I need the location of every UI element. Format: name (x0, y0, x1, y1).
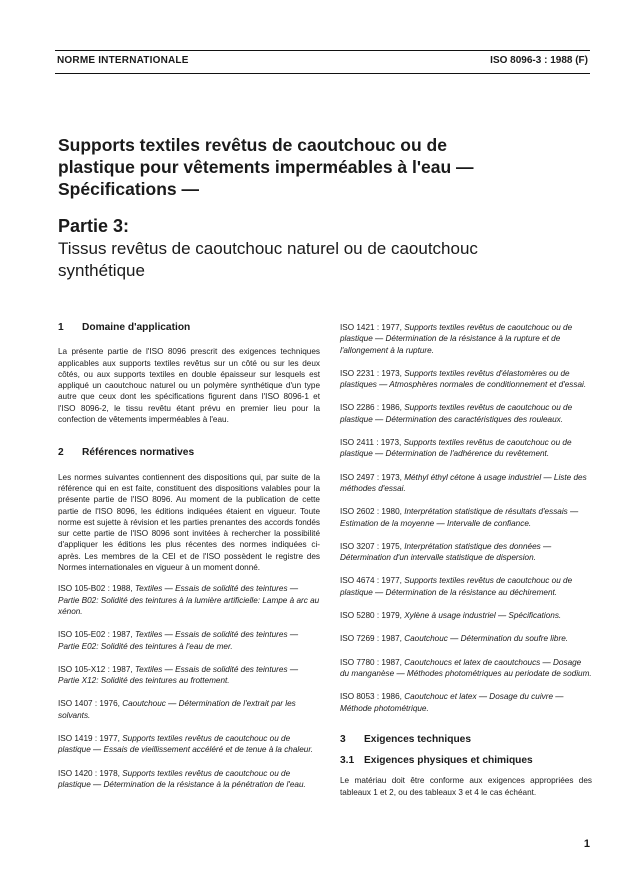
reference-standard: ISO 2411 : 1973, (340, 438, 402, 448)
running-header (55, 50, 590, 74)
title-line: Spécifications — (58, 179, 200, 199)
reference-standard: ISO 2602 : 1980, (340, 507, 402, 517)
title-line: Supports textiles revêtus de caoutchouc ou de (58, 135, 447, 155)
subtitle-line: synthétique (58, 261, 145, 280)
title-line: plastique pour vêtements imperméables à l'eau — (58, 157, 474, 177)
reference-item (340, 402, 592, 425)
reference-standard: ISO 5280 : 1979, (340, 611, 402, 621)
reference-item (340, 541, 592, 564)
section-1-text: La présente partie de l'ISO 8096 prescrit des exigences techniques applicables aux supports textiles revêtus sur un côté ou sur les deux côtés, ou aux supports textiles en double épaisseur sur lesquels est appliqué un caoutchouc naturel ou un polymère synthétique d'un type autre que ceux dont les spécifications figurent dans l'ISO 8096-1 et l'ISO 8096-2, le tissu revêtu étant prévu en premier lieu pour la confection de vêtements imperméables à l'eau. (58, 347, 320, 425)
section-3-heading (340, 734, 592, 745)
reference-item (340, 575, 592, 598)
reference-item (340, 437, 592, 460)
reference-standard: ISO 1407 : 1976, (58, 699, 120, 709)
section-3-1-text: Le matériau doit être conforme aux exigences appropriées des tableaux 1 et 2, ou des tableaux 3 et 4 le cas échéant. (340, 776, 592, 797)
reference-title: Supports textiles revêtus de caoutchouc ou de plastique — Détermination de l'adhérence du revêtement. (340, 438, 572, 459)
subtitle-line: Tissus revêtus de caoutchouc naturel ou de caoutchouc (58, 239, 478, 258)
reference-title: Méthyl éthyl cétone à usage industriel — Liste des méthodes d'essai. (340, 472, 587, 493)
reference-standard: ISO 2231 : 1973, (340, 368, 402, 378)
reference-title: Caoutchouc et latex — Dosage du cuivre — Méthode photométrique. (340, 692, 564, 713)
section-2-heading (58, 447, 320, 458)
reference-item (340, 506, 592, 529)
reference-standard: ISO 105-B02 : 1988, (58, 584, 133, 594)
part-label: Partie 3: (58, 216, 130, 236)
reference-title: Supports textiles revêtus de caoutchouc ou de plastique — Détermination des caractéristiques des rouleaux. (340, 403, 573, 424)
normative-references-left (58, 583, 320, 790)
reference-item (340, 368, 592, 391)
reference-title: Supports textiles revêtus de caoutchouc ou de plastique — Détermination de la résistance à la rupture et de l'allongement à la rupture. (340, 323, 573, 355)
reference-standard: ISO 4674 : 1977, (340, 576, 402, 586)
header-standard-number: ISO 8096-3 : 1988 (F) (490, 55, 588, 66)
reference-title: Supports textiles revêtus de caoutchouc ou de plastique — Détermination de la résistance à la pénétration de l'eau. (58, 768, 306, 789)
reference-standard: ISO 2286 : 1986, (340, 403, 402, 413)
normative-references-right (340, 322, 592, 714)
reference-item (340, 691, 592, 714)
part-subtitle (58, 238, 578, 282)
reference-standard: ISO 1420 : 1978, (58, 768, 120, 778)
reference-title: Caoutchouc — Détermination du soufre libre. (404, 634, 569, 644)
section-number: 1 (58, 322, 64, 333)
section-3-1-heading (340, 755, 592, 766)
reference-item (58, 698, 320, 721)
reference-item (340, 610, 592, 621)
page-number: 1 (583, 838, 590, 850)
section-title: Exigences physiques et chimiques (364, 755, 533, 767)
section-number: 3.1 (340, 755, 355, 767)
reference-standard: ISO 8053 : 1986, (340, 692, 402, 702)
reference-title: Textiles — Essais de solidité des teintures — Partie X12: Solidité des teintures au frottement. (58, 664, 299, 686)
reference-standard: ISO 1419 : 1977, (58, 734, 120, 744)
reference-item (58, 768, 320, 791)
reference-title: Caoutchouc — Détermination de l'extrait par les solvants. (58, 699, 296, 720)
reference-standard: ISO 7269 : 1987, (340, 634, 402, 644)
section-title: Domaine d'application (82, 322, 191, 333)
section-2-text: Les normes suivantes contiennent des dispositions qui, par suite de la référence qui en est faite, constituent des dispositions valables pour la présente partie de l'ISO 8096. Au moment de la publication de cette partie de l'ISO 8096, les éditions indiquées étaient en vigueur. Toute norme est sujette à révision et les parties prenantes des accords fondés sur cette partie de l'ISO 8096 sont invitées à rechercher la possibilité d'appliquer les éditions les plus récentes des normes indiquées ci-après. Les membres de la CEI et de l'ISO possèdent le registre des Normes internationales en vigueur à un moment donné. (58, 472, 320, 573)
reference-title: Textiles — Essais de solidité des teintures — Partie E02: Solidité des teintures à l'eau de mer. (58, 630, 299, 651)
left-column (58, 322, 320, 802)
reference-title: Interprétation statistique des données — Détermination d'un intervalle statistique de dispersion. (340, 541, 552, 563)
reference-item (58, 583, 320, 617)
reference-item (58, 664, 320, 687)
reference-standard: ISO 7780 : 1987, (340, 657, 402, 667)
reference-title: Supports textiles revêtus de caoutchouc ou de plastique — Détermination de la résistance au déchirement. (340, 576, 573, 597)
reference-standard: ISO 1421 : 1977, (340, 323, 402, 332)
section-1-heading (58, 322, 320, 333)
reference-title: Xylène à usage industriel — Spécifications. (404, 611, 562, 621)
reference-standard: ISO 2497 : 1973, (340, 472, 402, 482)
document-title (58, 134, 538, 200)
reference-item (340, 633, 592, 644)
reference-title: Caoutchoucs et latex de caoutchoucs — Dosage du manganèse — Méthodes photométriques au periodate de sodium. (340, 657, 592, 678)
reference-title: Interprétation statistique de résultats d'essais — Estimation de la moyenne — Intervalle de confiance. (340, 507, 579, 528)
reference-standard: ISO 3207 : 1975, (340, 541, 402, 551)
section-number: 2 (58, 447, 64, 459)
reference-standard: ISO 105-E02 : 1987, (58, 630, 133, 640)
right-column (340, 322, 592, 798)
reference-title: Textiles — Essais de solidité des teintures — Partie B02: Solidité des teintures à la lumière artificielle: Lampe à arc au xénon. (58, 584, 320, 616)
section-title: Exigences techniques (364, 733, 472, 745)
reference-title: Supports textiles revêtus de caoutchouc ou de plastique — Essais de vieillissement accéléré et de tenue à la chaleur. (58, 734, 314, 755)
section-title: Références normatives (82, 447, 195, 459)
reference-item (340, 472, 592, 495)
reference-item (58, 629, 320, 652)
reference-item (340, 322, 592, 356)
reference-standard: ISO 105-X12 : 1987, (58, 664, 133, 674)
header-collection: NORME INTERNATIONALE (57, 55, 189, 66)
reference-item (58, 733, 320, 756)
reference-title: Supports textiles revêtus d'élastomères ou de plastiques — Atmosphères normales de conditionnement et d'essai. (340, 368, 587, 390)
section-number: 3 (340, 733, 346, 745)
reference-item (340, 657, 592, 680)
